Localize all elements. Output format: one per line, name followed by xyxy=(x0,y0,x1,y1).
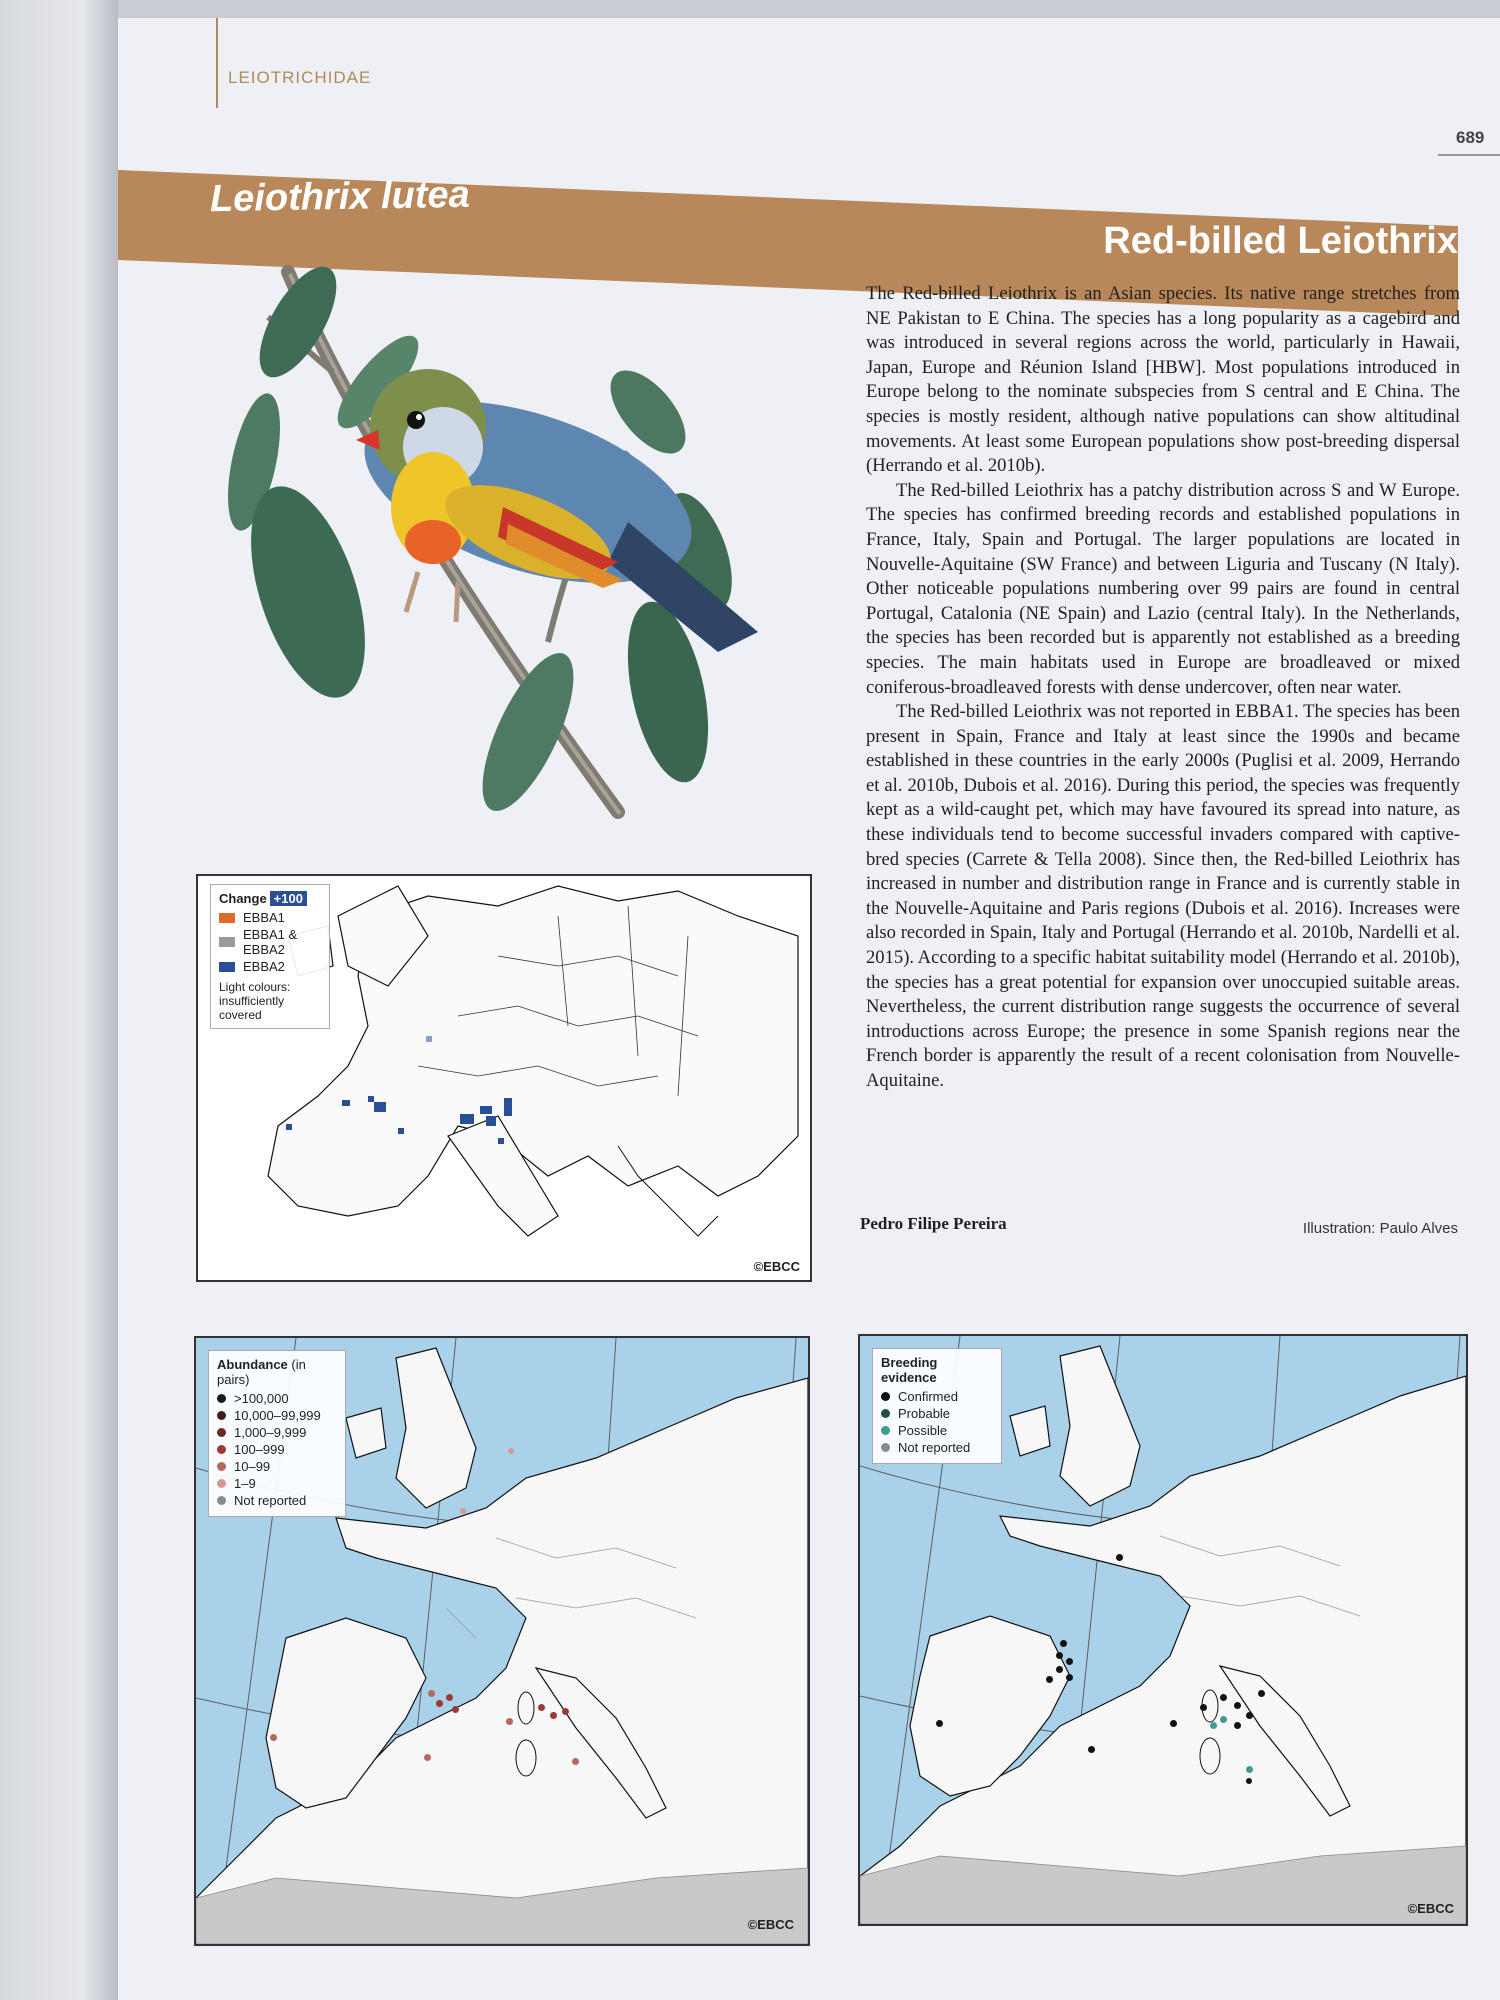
breeding-evidence-map xyxy=(858,1334,1468,1926)
legend-item: Confirmed xyxy=(881,1389,993,1404)
paragraph: The Red-billed Leiothrix has a patchy distribution across S and W Europe. The species has confirmed breeding records and established populations in France, Italy, Spain and Portugal. The larger populations are located in Nouvelle-Aquitaine (SW France) and between Liguria and Tuscany (N Italy). Other noticeable populations numbering over 99 pairs are found in central Portugal, Catalonia (NE Spain) and Lazio (central Italy). In the Netherlands, the species has been recorded but is apparently not established as a breeding species. The main habitats used in Europe are broadleaved or mixed coniferous-broadleaved forests with dense undercover, often near water. xyxy=(866,479,1460,698)
dot-confirmed xyxy=(1234,1722,1241,1729)
legend-item: 100–999 xyxy=(217,1442,337,1457)
abundance-legend xyxy=(208,1350,346,1517)
dot-100-999 xyxy=(452,1706,459,1713)
change-map xyxy=(196,874,812,1282)
change-legend xyxy=(210,884,330,1029)
section-rule xyxy=(216,18,218,108)
dot-1-9 xyxy=(460,1508,466,1514)
dot-10-99 xyxy=(428,1690,435,1697)
dot-possible xyxy=(1220,1716,1227,1723)
dot-possible xyxy=(1210,1722,1217,1729)
cell-ebba2 xyxy=(286,1124,292,1130)
cell-ebba2 xyxy=(504,1098,512,1116)
bird-illustration xyxy=(228,262,788,822)
legend-title: Breeding evidence xyxy=(881,1355,938,1385)
dot-100-999 xyxy=(538,1704,545,1711)
breeding-map-copyright: ©EBCC xyxy=(1407,1901,1454,1916)
dot-confirmed xyxy=(1170,1720,1177,1727)
dot-10-99 xyxy=(270,1734,277,1741)
legend-item: 10,000–99,999 xyxy=(217,1408,337,1423)
dot-confirmed xyxy=(1258,1690,1265,1697)
scientific-name: Leiothrix lutea xyxy=(209,173,471,221)
dot-confirmed xyxy=(1220,1694,1227,1701)
legend-item: Not reported xyxy=(217,1493,337,1508)
legend-item: Possible xyxy=(881,1423,993,1438)
legend-item: 10–99 xyxy=(217,1459,337,1474)
dot-100-999 xyxy=(550,1712,557,1719)
legend-title: Abundance (in pairs) xyxy=(217,1357,306,1387)
legend-item: Probable xyxy=(881,1406,993,1421)
dot-possible xyxy=(1246,1766,1253,1773)
dot-confirmed xyxy=(1088,1746,1095,1753)
paragraph: The Red-billed Leiothrix is an Asian species. Its native range stretches from NE Pakistan to E China. The species has a long popularity as a cagebird and was introduced in several regions across the world, particularly in Hawaii, Japan, Europe and Réunion Island [HBW]. Most populations introduced in Europe belong to the nominate subspecies from S central and E China. The species is mostly resident, although native populations can show altitudinal movements. At least some European populations show post-breeding dispersal (Herrando et al. 2010b). xyxy=(866,283,1460,477)
change-map-copyright: ©EBCC xyxy=(753,1259,800,1274)
facing-page-edge xyxy=(0,0,118,2000)
legend-title: Change +100 xyxy=(219,891,321,906)
common-name: Red-billed Leiothrix xyxy=(1103,220,1458,262)
dot-confirmed xyxy=(1116,1554,1123,1561)
abundance-map-copyright: ©EBCC xyxy=(747,1917,794,1932)
dot-10-99 xyxy=(506,1718,513,1725)
dot-100-999 xyxy=(436,1700,443,1707)
dot-100-999 xyxy=(446,1694,453,1701)
legend-note: Light colours: insufficiently covered xyxy=(219,980,291,1022)
dot-confirmed xyxy=(1066,1658,1073,1665)
species-account-text xyxy=(866,282,1460,1094)
legend-item: EBBA1 & EBBA2 xyxy=(219,927,321,957)
cell-ebba2 xyxy=(486,1116,496,1126)
dot-confirmed xyxy=(1246,1778,1252,1784)
dot-1-9 xyxy=(508,1448,514,1454)
dot-10-99 xyxy=(572,1758,579,1765)
cell-ebba2 xyxy=(374,1102,386,1112)
change-badge: +100 xyxy=(270,891,307,906)
dot-confirmed xyxy=(1066,1674,1073,1681)
dot-confirmed xyxy=(936,1720,943,1727)
dot-confirmed xyxy=(1234,1702,1241,1709)
dot-100-999 xyxy=(562,1708,569,1715)
legend-item: EBBA1 xyxy=(219,910,321,925)
cell-ebba1-ebba2 xyxy=(426,1036,432,1042)
dot-confirmed xyxy=(1200,1704,1207,1711)
dot-confirmed xyxy=(1056,1666,1063,1673)
author: Pedro Filipe Pereira xyxy=(860,1214,1007,1233)
cell-ebba2 xyxy=(398,1128,404,1134)
dot-confirmed xyxy=(1246,1712,1253,1719)
legend-item: Not reported xyxy=(881,1440,993,1455)
section-label: LEIOTRICHIDAE xyxy=(228,68,372,87)
legend-item: >100,000 xyxy=(217,1391,337,1406)
legend-item: EBBA2 xyxy=(219,959,321,974)
cell-ebba2 xyxy=(480,1106,492,1114)
legend-item: 1,000–9,999 xyxy=(217,1425,337,1440)
abundance-map xyxy=(194,1336,810,1946)
legend-item: 1–9 xyxy=(217,1476,337,1491)
dot-confirmed xyxy=(1056,1652,1063,1659)
paragraph: The Red-billed Leiothrix was not reported in EBBA1. The species has been present in Spain, France and Italy at least since the 1990s and became established in these countries in the early 2000s (Puglisi et al. 2009, Herrando et al. 2010b, Dubois et al. 2016). During this period, the species was frequently kept as a wild-caught pet, which may have favoured its spread into nature, as these individuals tend to become successful invaders compared with captive-bred species (Carrete & Tella 2008). Since then, the Red-billed Leiothrix has increased in number and distribution range in France and is currently stable in the Nouvelle-Aquitaine and Paris regions (Dubois et al. 2016). Increases were also recorded in Spain, Italy and Portugal (Herrando et al. 2010b, Nardelli et al. 2015). According to a specific habitat suitability model (Herrando et al. 2010b), the species has a great potential for expansion over unoccupied suitable areas. Nevertheless, the current distribution range suggests the occurrence of several introductions across Europe; the presence in some Spanish regions near the French border is apparently the result of a recent colonisation from Nouvelle-Aquitaine. xyxy=(866,701,1460,1091)
page-number-rule xyxy=(1438,154,1500,156)
dot-confirmed xyxy=(1060,1640,1067,1647)
dot-10-99 xyxy=(424,1754,431,1761)
cell-ebba2 xyxy=(460,1114,474,1124)
page-number: 689 xyxy=(1456,128,1485,147)
breeding-legend xyxy=(872,1348,1002,1464)
illustration-credit: Illustration: Paulo Alves xyxy=(1302,1220,1458,1237)
dot-confirmed xyxy=(1046,1676,1053,1683)
cell-ebba2 xyxy=(342,1100,350,1106)
cell-ebba2 xyxy=(498,1138,504,1144)
